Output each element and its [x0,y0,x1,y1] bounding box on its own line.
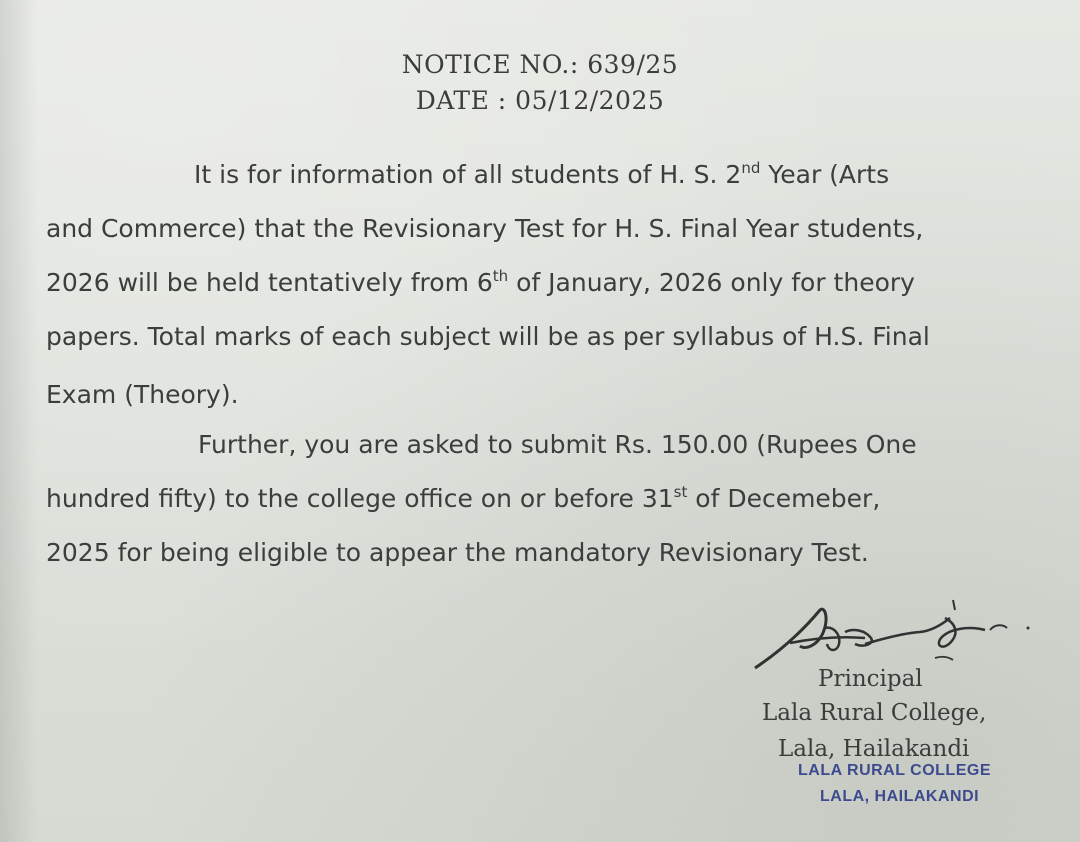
paragraph2-line2 [46,484,1024,513]
paragraph2-line2-sup: st [673,483,688,501]
paragraph2-line2-part-a: hundred fifty) to the college office on or before 31 [46,484,674,513]
paragraph1-line1-part-a: It is for information of all students of H. S. 2 [194,160,742,189]
signatory-place: Lala, Hailakandi [778,736,970,762]
paragraph2-line2-text [46,484,880,513]
paragraph1-line3-part-a: 2026 will be held tentatively from 6 [46,268,493,297]
paragraph1-line1-part-b: Year (Arts [760,160,890,189]
paragraph1-line1-text [194,160,889,189]
paragraph2-line3: 2025 for being eligible to appear the mandatory Revisionary Test. [46,538,869,567]
paragraph2-line1: Further, you are asked to submit Rs. 150.00 (Rupees One [198,430,917,459]
paragraph1-line3-text [46,268,915,297]
notice-date: DATE : 05/12/2025 [415,86,665,115]
paragraph1-line1 [194,160,1024,189]
signatory-title: Principal [818,666,923,692]
paragraph1-line3-sup: th [492,267,509,285]
stamp-line2: LALA, HAILAKANDI [820,788,980,805]
paragraph1-line5: Exam (Theory). [46,380,239,409]
paragraph1-line3-part-b: of January, 2026 only for theory [508,268,915,297]
paper-shadow [0,0,38,842]
paragraph2-line2-part-b: of Decemeber, [687,484,881,513]
paragraph1-line1-sup: nd [741,159,761,177]
paragraph1-line3 [46,268,1024,297]
notice-number: NOTICE NO.: 639/25 [401,50,679,79]
paragraph1-line2: and Commerce) that the Revisionary Test for H. S. Final Year students, [46,214,924,243]
signatory-college: Lala Rural College, [762,700,987,726]
paragraph1-line4: papers. Total marks of each subject will be as per syllabus of H.S. Final [46,322,930,351]
stamp-line1: LALA RURAL COLLEGE [798,762,991,779]
